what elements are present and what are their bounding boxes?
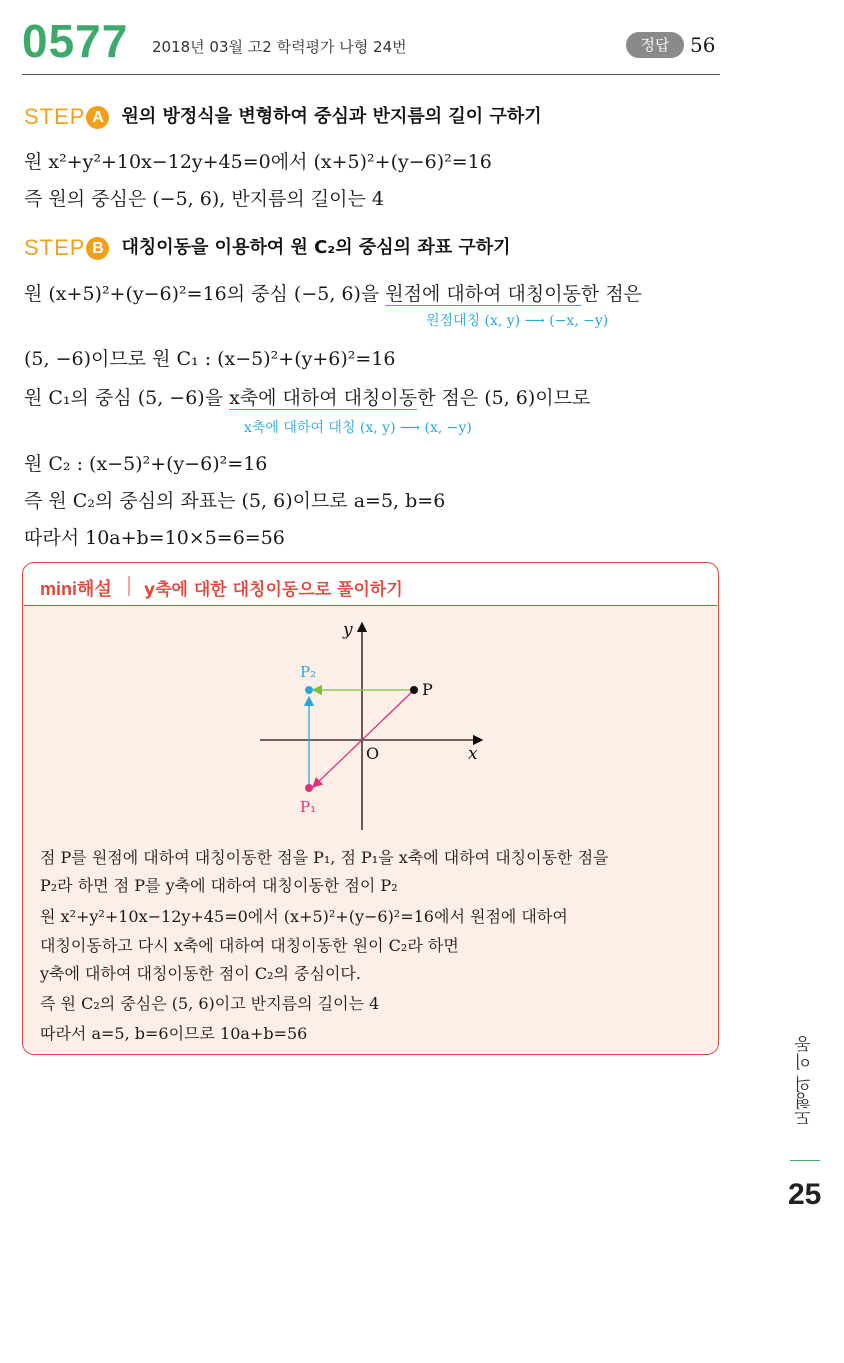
- step-b-line-3-end: 한 점은 (5, 6)이므로: [417, 387, 591, 409]
- mini-line-4: 대칭이동하고 다시 x축에 대하여 대칭이동한 원이 C₂라 하면: [40, 936, 459, 955]
- mini-label: mini해설: [40, 579, 112, 599]
- step-b-line-5: 즉 원 C₂의 중심의 좌표는 (5, 6)이므로 a=5, b=6: [24, 490, 446, 512]
- arrow-p-to-p1: [313, 690, 414, 787]
- step-b-line-4: 원 C₂ : (x−5)²+(y−6)²=16: [24, 453, 268, 475]
- step-a-heading: [24, 102, 542, 130]
- answer-value: 56: [690, 33, 716, 57]
- page-number: 25: [788, 1178, 822, 1211]
- y-axis-label: y: [343, 620, 353, 640]
- mini-title: y축에 대한 대칭이동으로 풀이하기: [144, 580, 403, 600]
- answer-badge: 정답: [626, 32, 684, 58]
- mini-line-6: 즉 원 C₂의 중심은 (5, 6)이고 반지름의 길이는 4: [40, 994, 380, 1013]
- step-b-line-6: 따라서 10a+b=10×5=6=56: [24, 527, 285, 549]
- step-b-line-3-underlined: x축에 대하여 대칭이동: [229, 387, 418, 409]
- point-p-label: P: [422, 680, 433, 699]
- step-a-badge: A: [86, 106, 109, 129]
- step-a-line-1: 원 x²+y²+10x−12y+45=0에서 (x+5)²+(y−6)²=16: [24, 151, 492, 173]
- mini-line-5: y축에 대하여 대칭이동한 점이 C₂의 중심이다.: [40, 964, 361, 983]
- hint-origin-symmetry: 원점대칭 (x, y) ⟶ (−x, −y): [426, 313, 609, 329]
- header-divider: [22, 74, 720, 75]
- step-b-word: STEP: [24, 235, 86, 260]
- point-p1-label: P₁: [300, 798, 317, 816]
- step-b-line-1-start: 원 (x+5)²+(y−6)²=16의 중심 (−5, 6)을: [24, 283, 386, 305]
- step-b-title: 대칭이동을 이용하여 원 C₂의 중심의 좌표 구하기: [121, 237, 511, 258]
- point-p1: [305, 784, 313, 792]
- mini-line-2: P₂라 하면 점 P를 y축에 대하여 대칭이동한 점이 P₂: [40, 876, 398, 895]
- mini-line-7: 따라서 a=5, b=6이므로 10a+b=56: [40, 1024, 308, 1043]
- origin-label: O: [366, 744, 380, 763]
- point-p2-label: P₂: [300, 663, 317, 681]
- point-p2: [305, 686, 313, 694]
- step-b-line-1-end: 한 점은: [580, 283, 643, 305]
- step-a-title: 원의 방정식을 변형하여 중심과 반지름의 길이 구하기: [121, 106, 542, 127]
- mini-line-1: 점 P를 원점에 대하여 대칭이동한 점을 P₁, 점 P₁을 x축에 대하여 대칭이동한 점을: [40, 848, 609, 867]
- side-divider: [790, 1160, 820, 1161]
- step-b-line-1-underlined: 원점에 대하여 대칭이동: [385, 283, 581, 305]
- problem-number: 0577: [22, 15, 129, 67]
- step-b-line-3-start: 원 C₁의 중심 (5, −6)을: [24, 387, 230, 409]
- mini-line-3: 원 x²+y²+10x−12y+45=0에서 (x+5)²+(y−6)²=16에서 원점에 대하여: [40, 907, 568, 926]
- problem-source: 2018년 03월 고2 학력평가 나형 24번: [152, 38, 407, 56]
- step-a-line-2: 즉 원의 중심은 (−5, 6), 반지름의 길이는 4: [24, 188, 384, 210]
- step-b-badge: B: [86, 237, 109, 260]
- mini-separator: [128, 576, 130, 596]
- symmetry-diagram: [250, 615, 500, 835]
- x-axis-label: x: [468, 744, 478, 764]
- step-b-heading: [24, 233, 511, 261]
- step-a-word: STEP: [24, 104, 86, 129]
- step-b-line-3: [24, 383, 590, 410]
- step-b-line-1: [24, 279, 642, 306]
- step-b-line-2: (5, −6)이므로 원 C₁ : (x−5)²+(y+6)²=16: [24, 348, 396, 370]
- hint-x-axis-symmetry: x축에 대하여 대칭 (x, y) ⟶ (x, −y): [244, 420, 472, 436]
- section-tab: 도형의 이동: [795, 1036, 815, 1127]
- point-p: [410, 686, 418, 694]
